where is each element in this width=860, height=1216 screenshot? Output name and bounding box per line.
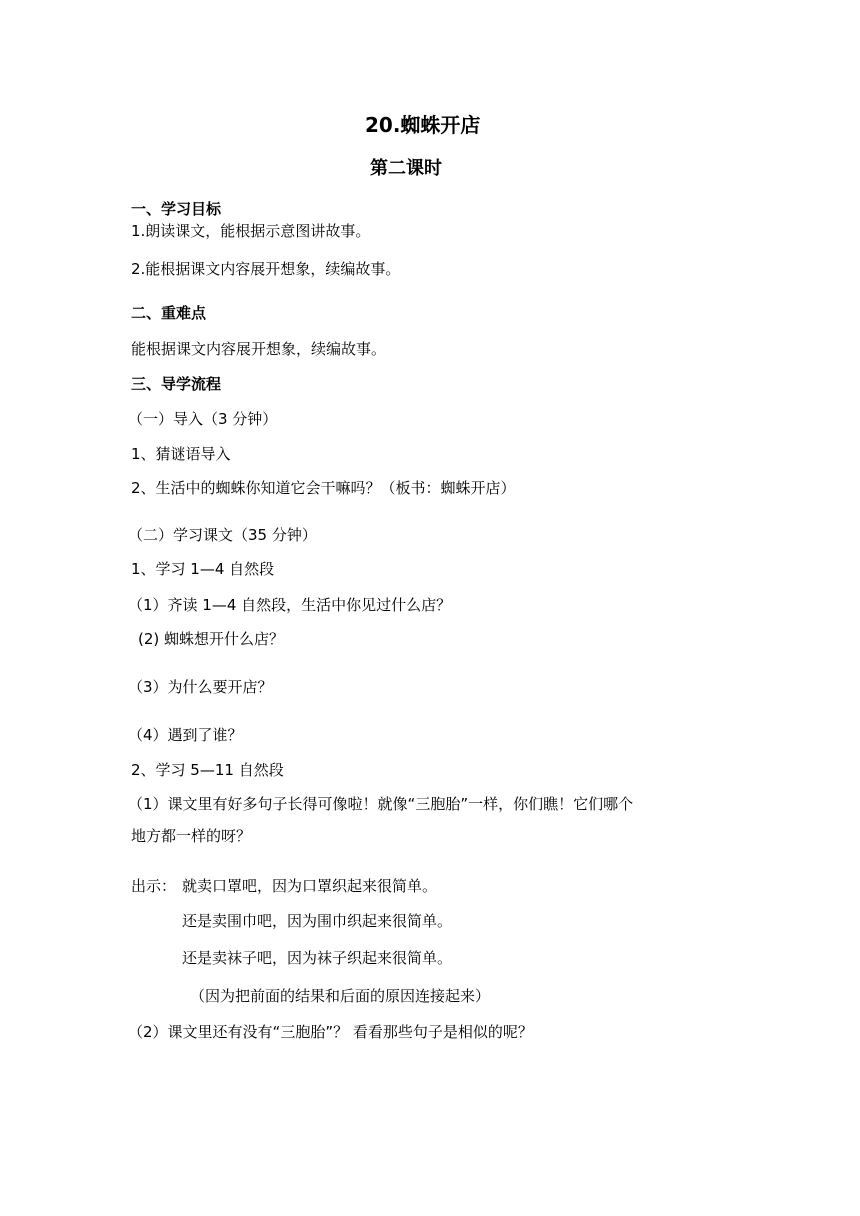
document-subtitle: 第二课时: [370, 158, 442, 179]
section-heading-process: 三、导学流程: [131, 375, 222, 393]
question-item-continuation: 地方都一样的呀？: [131, 827, 252, 845]
explanation-note: （因为把前面的结果和后面的原因连接起来）: [190, 987, 491, 1005]
part-label-intro: （一）导入（3 分钟）: [128, 410, 278, 428]
example-sentence: 还是卖围巾吧，因为围巾织起来很简单。: [182, 912, 453, 930]
example-sentence: 就卖口罩吧，因为口罩织起来很简单。: [182, 877, 438, 895]
show-label: 出示：: [131, 877, 177, 895]
question-item: （3）为什么要开店？: [128, 678, 273, 696]
intro-item: 2、生活中的蜘蛛你知道它会干嘛吗？（板书：蜘蛛开店）: [131, 479, 516, 497]
section-heading-key-points: 二、重难点: [131, 304, 207, 322]
question-item: （4）遇到了谁？: [128, 726, 243, 744]
example-sentence: 还是卖袜子吧，因为袜子织起来很简单。: [182, 949, 453, 967]
intro-item: 1、猜谜语导入: [131, 445, 231, 463]
question-item: (2) 蜘蛛想开什么店？: [138, 630, 285, 648]
question-item: （1）齐读 1—4 自然段，生活中你见过什么店？: [128, 596, 452, 614]
question-item: （1）课文里有好多句子长得可像啦！就像“三胞胎”一样，你们瞧！它们哪个: [128, 795, 634, 813]
objective-item: 2.能根据课文内容展开想象，续编故事。: [131, 260, 401, 278]
objective-item: 1.朗读课文，能根据示意图讲故事。: [131, 222, 371, 240]
document-title: 20.蜘蛛开店: [365, 113, 481, 137]
study-step: 2、学习 5—11 自然段: [131, 761, 284, 779]
section-heading-objectives: 一、学习目标: [131, 200, 222, 218]
study-step: 1、学习 1—4 自然段: [131, 560, 275, 578]
question-item: （2）课文里还有没有“三胞胎”？ 看看那些句子是相似的呢？: [128, 1023, 533, 1041]
part-label-study: （二）学习课文（35 分钟）: [128, 526, 317, 544]
key-points-text: 能根据课文内容展开想象，续编故事。: [131, 340, 387, 358]
